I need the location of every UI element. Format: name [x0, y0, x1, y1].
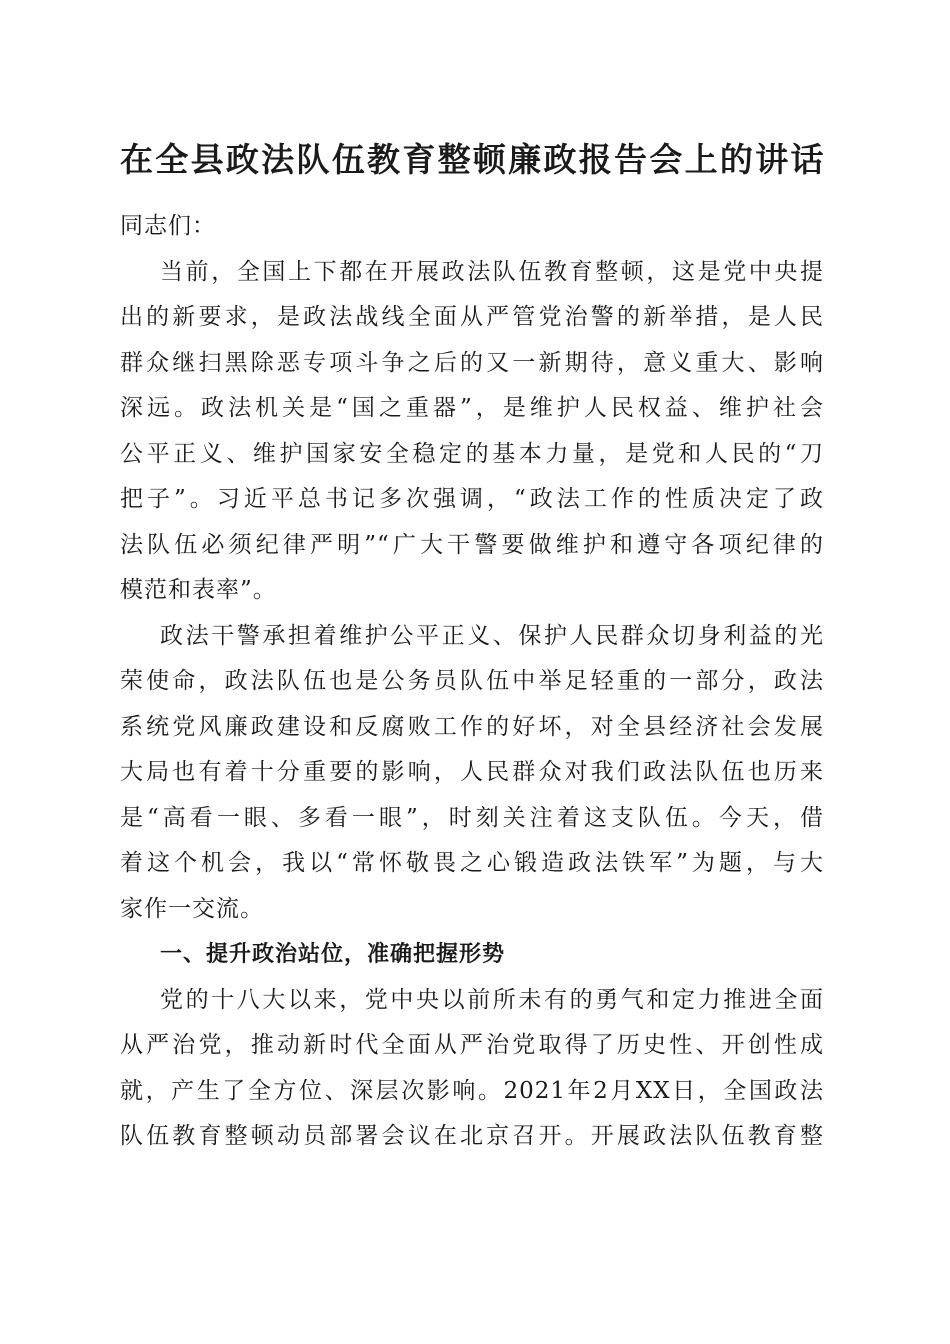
paragraph-line: 着这个机会，我以“常怀敬畏之心锻造政法铁军”为题，与大: [120, 850, 824, 876]
paragraph-line: 家作一交流。: [120, 895, 264, 922]
paragraph-line: 出的新要求，是政法战线全面从严管党治警的新举措，是人民: [120, 304, 824, 330]
document-title: 在全县政法队伍教育整顿廉政报告会上的讲话: [120, 140, 824, 179]
paragraph-line: 法队伍必须纪律严明”“广大干警要做维护和遵守各项纪律的: [120, 531, 824, 558]
paragraph-line: 深远。政法机关是“国之重器”，是维护人民权益、维护社会: [120, 395, 824, 421]
paragraph-line: 荣使命，政法队伍也是公务员队伍中举足轻重的一部分，政法: [120, 668, 824, 694]
paragraph-line: 大局也有着十分重要的影响，人民群众对我们政法队伍也历来: [120, 759, 824, 785]
paragraph-line: 模范和表率”。: [120, 577, 277, 603]
paragraph-line: 政法干警承担着维护公平正义、保护人民群众切身利益的光: [160, 622, 824, 649]
paragraph-line: 群众继扫黑除恶专项斗争之后的又一新期待，意义重大、影响: [120, 349, 824, 376]
paragraph-1: [120, 250, 824, 614]
paragraph-line: 党的十八大以来，党中央以前所未有的勇气和定力推进全面: [160, 986, 824, 1013]
paragraph-2: [120, 614, 824, 933]
section-heading: 一、提升政治站位，准确把握形势: [160, 942, 506, 967]
paragraph-line: 队伍教育整顿动员部署会议在北京召开。开展政法队伍教育整: [120, 1123, 824, 1149]
paragraph-line: 就，产生了全方位、深层次影响。2021年2月XX日，全国政法: [120, 1077, 824, 1104]
paragraph-3: [120, 978, 824, 1160]
paragraph-line: 系统党风廉政建设和反腐败工作的好坏，对全县经济社会发展: [120, 713, 824, 740]
paragraph-line: 当前，全国上下都在开展政法队伍教育整顿，这是党中央提: [160, 258, 824, 285]
document-body: [120, 204, 824, 1160]
paragraph-line: 把子”。习近平总书记多次强调，“政法工作的性质决定了政: [120, 486, 824, 512]
paragraph-line: 是“高看一眼、多看一眼”，时刻关注着这支队伍。今天，借: [120, 804, 824, 831]
paragraph-line: 公平正义、维护国家安全稳定的基本力量，是党和人民的“刀: [120, 440, 824, 467]
paragraph-line: 从严治党，推动新时代全面从严治党取得了历史性、开创性成: [120, 1032, 824, 1058]
salutation: 同志们：: [120, 213, 216, 239]
